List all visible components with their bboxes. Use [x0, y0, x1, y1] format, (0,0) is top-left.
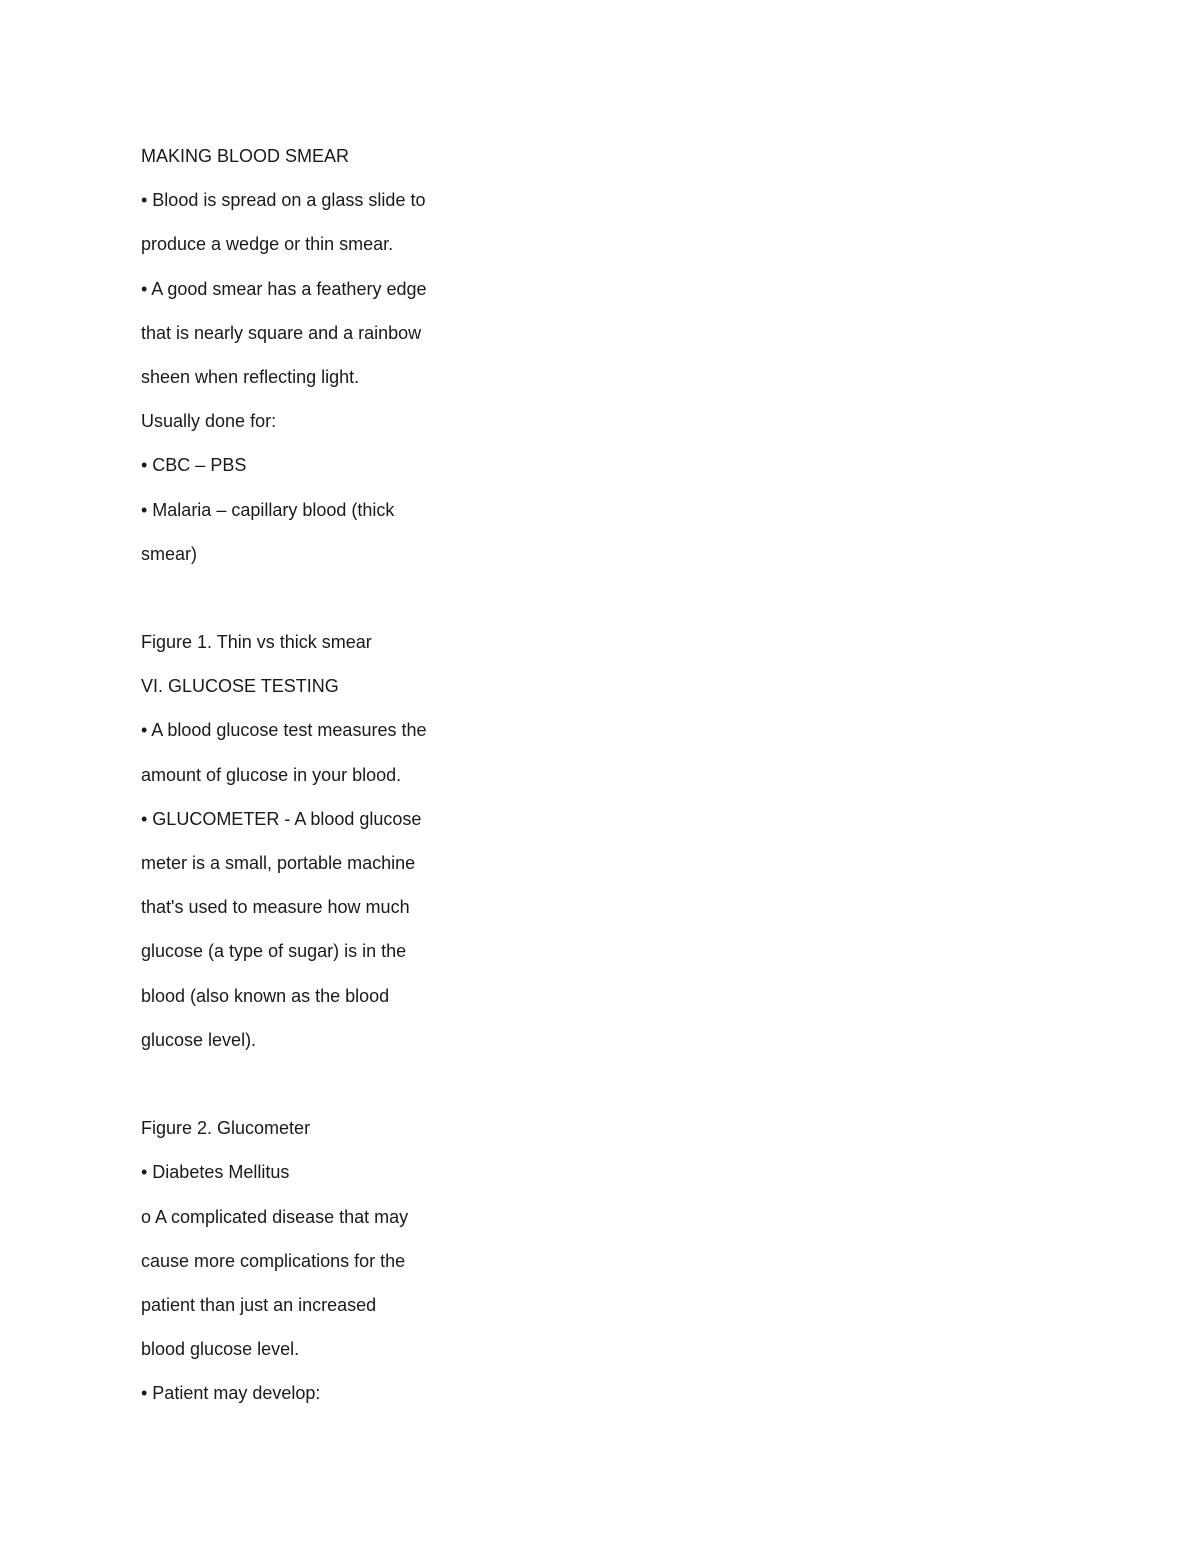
bullet-line: • Patient may develop:	[141, 1383, 321, 1404]
section-heading: VI. GLUCOSE TESTING	[141, 676, 339, 697]
bullet-line: • Blood is spread on a glass slide to	[141, 190, 426, 211]
figure-caption: Figure 1. Thin vs thick smear	[141, 632, 372, 653]
figure-caption: Figure 2. Glucometer	[141, 1118, 311, 1139]
text-line: cause more complications for the	[141, 1250, 406, 1271]
blank-line	[141, 1071, 561, 1115]
text-line: meter is a small, portable machine	[141, 853, 416, 873]
text-line: blood (also known as the blood	[141, 985, 390, 1006]
text-line: produce a wedge or thin smear.	[141, 234, 394, 255]
bullet-line: • GLUCOMETER - A blood glucose	[141, 808, 422, 829]
text-line: glucose level).	[141, 1029, 257, 1050]
bullet-line: • A blood glucose test measures the	[141, 720, 427, 741]
text-line: that's used to measure how much	[141, 897, 410, 918]
text-line: patient than just an increased	[141, 1294, 377, 1315]
blank-line	[141, 585, 561, 629]
text-line: sheen when reflecting light.	[141, 366, 360, 387]
document-body	[141, 143, 561, 1424]
text-line: Usually done for:	[141, 411, 277, 432]
text-line: smear)	[141, 543, 198, 564]
bullet-line: • Malaria – capillary blood (thick	[141, 499, 395, 520]
text-line: blood glucose level.	[141, 1339, 300, 1360]
text-line: that is nearly square and a rainbow	[141, 322, 422, 343]
text-line: amount of glucose in your blood.	[141, 764, 402, 785]
bullet-line: • Diabetes Mellitus	[141, 1162, 290, 1183]
bullet-line: • CBC – PBS	[141, 455, 247, 476]
sub-bullet-line: o A complicated disease that may	[141, 1206, 409, 1227]
bullet-line: • A good smear has a feathery edge	[141, 278, 427, 299]
section-heading: MAKING BLOOD SMEAR	[141, 146, 350, 166]
text-line: glucose (a type of sugar) is in the	[141, 941, 407, 962]
